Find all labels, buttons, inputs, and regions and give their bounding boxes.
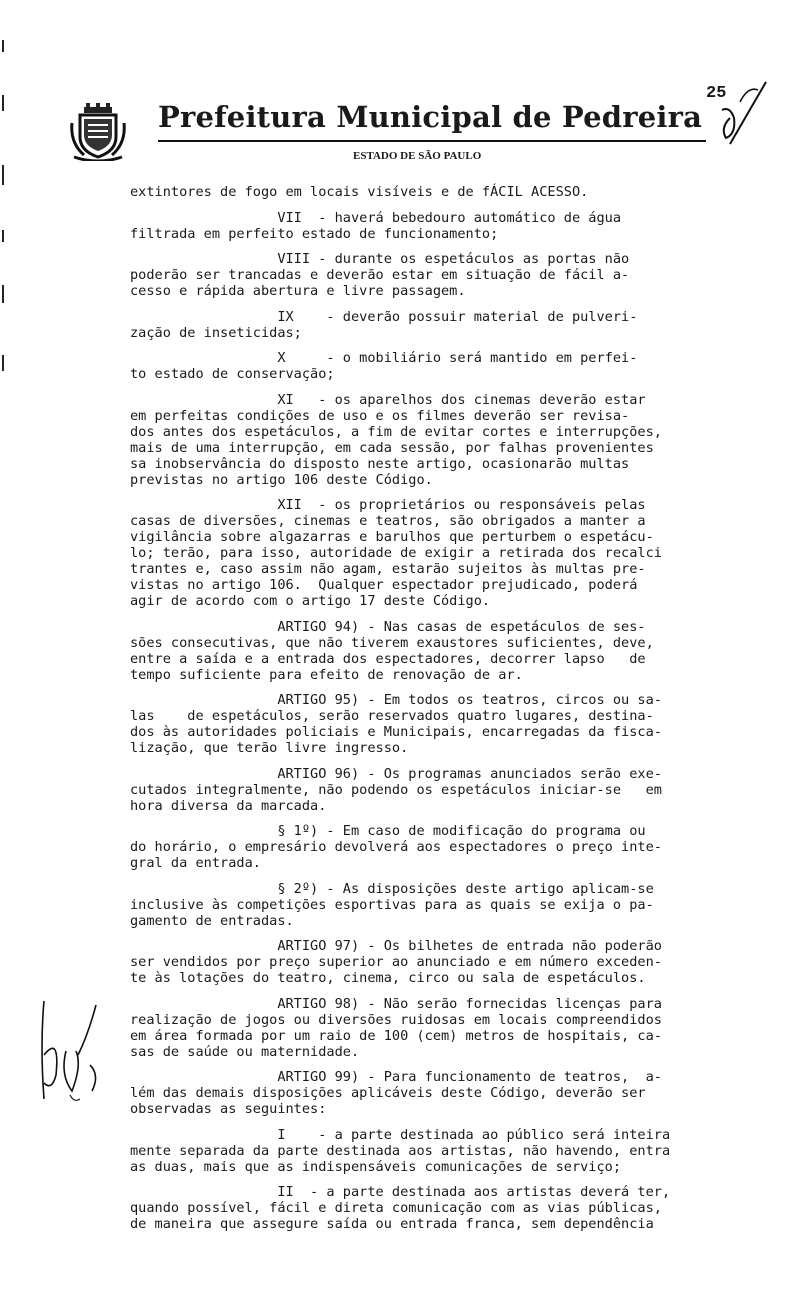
text-line: sas de saúde ou maternidade.	[130, 1043, 360, 1060]
paragraph	[130, 823, 770, 871]
paragraph	[130, 1069, 770, 1117]
paragraph	[130, 619, 770, 683]
binding-mark	[2, 285, 4, 303]
text-line: ARTIGO 97) - Os bilhetes de entrada não poderão	[130, 938, 662, 954]
paragraph	[130, 210, 770, 242]
text-line: quando possível, fácil e direta comunicação com as vias públicas,	[130, 1200, 662, 1216]
text-line: lização, que terão livre ingresso.	[130, 740, 409, 756]
paragraph	[130, 497, 770, 609]
coat-of-arms-icon	[70, 103, 126, 161]
paragraph	[130, 1127, 770, 1175]
text-line: casas de diversões, cinemas e teatros, são obrigados a manter a	[130, 513, 646, 529]
text-line: filtrada em perfeito estado de funcionamento;	[130, 225, 499, 242]
text-line: poderão ser trancadas e deverão estar em situação de fácil a-	[130, 267, 630, 283]
paragraph	[130, 692, 770, 756]
text-line: realização de jogos ou diversões ruidosas em locais compreendidos	[130, 1011, 662, 1028]
binding-mark	[2, 355, 4, 371]
text-line: X - o mobiliário será mantido em perfei-	[130, 350, 638, 366]
text-line: mais de uma interrupção, em cada sessão, por falhas provenientes	[130, 439, 654, 456]
text-line: ARTIGO 94) - Nas casas de espetáculos de ses-	[130, 618, 646, 635]
binding-mark	[2, 40, 4, 52]
paragraph	[130, 350, 770, 382]
header-divider	[158, 140, 706, 142]
text-line: to estado de conservação;	[130, 366, 335, 382]
paragraph	[130, 251, 770, 299]
text-line: las de espetáculos, serão reservados quatro lugares, destina-	[130, 708, 654, 724]
text-line: sa inobservância do disposto neste artigo, ocasionarão multas	[130, 455, 630, 472]
text-line: tempo suficiente para efeito de renovação de ar.	[130, 666, 523, 683]
text-line: VII - haverá bebedouro automático de água	[130, 209, 622, 226]
text-line: lém das demais disposições aplicáveis deste Código, deverão ser	[130, 1085, 646, 1101]
text-line: extintores de fogo em locais visíveis e de fÁCIL ACESSO.	[130, 184, 589, 200]
text-line: ARTIGO 95) - Em todos os teatros, circos ou sa-	[130, 692, 662, 708]
header-state: ESTADO DE SÃO PAULO	[353, 150, 482, 162]
text-line: XII - os proprietários ou responsáveis pelas	[130, 497, 646, 513]
text-line: gamento de entradas.	[130, 912, 294, 929]
text-line: lo; terão, para isso, autoridade de exigir a retirada dos recalci	[130, 545, 662, 561]
text-line: vistas no artigo 106. Qualquer espectador prejudicado, poderá	[130, 577, 638, 593]
text-line: te às lotações do teatro, cinema, circo ou sala de espetáculos.	[130, 970, 646, 986]
paragraph	[130, 996, 770, 1060]
text-line: ser vendidos por preço superior ao anunciado e em número exceden-	[130, 954, 662, 970]
text-line: dos antes dos espetáculos, a fim de evitar cortes e interrupções,	[130, 423, 662, 440]
text-line: mente separada da parte destinada aos artistas, não havendo, entra	[130, 1142, 671, 1159]
paragraph	[130, 309, 770, 341]
paragraph	[130, 392, 770, 488]
text-line: zação de inseticidas;	[130, 324, 302, 341]
text-line: § 1º) - Em caso de modificação do programa ou	[130, 823, 646, 839]
paragraph	[130, 938, 770, 986]
text-line: sões consecutivas, que não tiverem exaustores suficientes, deve,	[130, 634, 654, 651]
text-line: IX - deverão possuir material de pulveri-	[130, 308, 638, 325]
text-line: VIII - durante os espetáculos as portas não	[130, 251, 630, 267]
binding-mark	[2, 95, 4, 111]
document-body	[130, 184, 770, 1242]
text-line: gral da entrada.	[130, 855, 261, 871]
binding-mark	[2, 230, 4, 242]
text-line: em perfeitas condições de uso e os filmes deverão ser revisa-	[130, 407, 630, 424]
signature-mark	[700, 78, 780, 148]
text-line: ARTIGO 96) - Os programas anunciados serão exe-	[130, 765, 662, 782]
page-number: 25	[706, 84, 727, 103]
text-line: previstas no artigo 106 deste Código.	[130, 471, 433, 488]
text-line: II - a parte destinada aos artistas deverá ter,	[130, 1184, 671, 1200]
text-line: inclusive às competições esportivas para as quais se exija o pa-	[130, 896, 654, 913]
signature-mark	[30, 995, 110, 1105]
text-line: hora diversa da marcada.	[130, 797, 327, 814]
paragraph	[130, 1184, 770, 1232]
text-line: agir de acordo com o artigo 17 deste Código.	[130, 593, 491, 609]
text-line: cesso e rápida abertura e livre passagem.	[130, 283, 466, 299]
text-line: cutados integralmente, não podendo os espetáculos iniciar-se em	[130, 781, 662, 798]
text-line: as duas, mais que as indispensáveis comunicações de serviço;	[130, 1158, 622, 1175]
paragraph	[130, 766, 770, 814]
text-line: § 2º) - As disposições deste artigo aplicam-se	[130, 880, 654, 897]
text-line: dos às autoridades policiais e Municipais, encarregadas da fisca-	[130, 724, 662, 740]
text-line: em área formada por um raio de 100 (cem) metros de hospitais, ca-	[130, 1027, 662, 1044]
text-line: de maneira que assegure saída ou entrada franca, sem dependência	[130, 1216, 654, 1232]
paragraph	[130, 881, 770, 929]
text-line: do horário, o empresário devolverá aos espectadores o preço inte-	[130, 839, 662, 855]
text-line: ARTIGO 99) - Para funcionamento de teatros, a-	[130, 1069, 662, 1085]
text-line: XI - os aparelhos dos cinemas deverão estar	[130, 391, 646, 408]
header-title: Prefeitura Municipal de Pedreira	[158, 100, 703, 134]
text-line: trantes e, caso assim não agam, estarão sujeitos às multas pre-	[130, 561, 646, 577]
text-line: I - a parte destinada ao público será inteira	[130, 1126, 671, 1143]
text-line: vigilância sobre algazarras e barulhos que perturbem o espetácu-	[130, 529, 654, 545]
text-line: ARTIGO 98) - Não serão fornecidas licenças para	[130, 995, 662, 1012]
text-line: entre a saída e a entrada dos espectadores, decorrer lapso de	[130, 650, 646, 667]
binding-mark	[2, 165, 4, 185]
paragraph	[130, 184, 770, 200]
text-line: observadas as seguintes:	[130, 1101, 327, 1117]
